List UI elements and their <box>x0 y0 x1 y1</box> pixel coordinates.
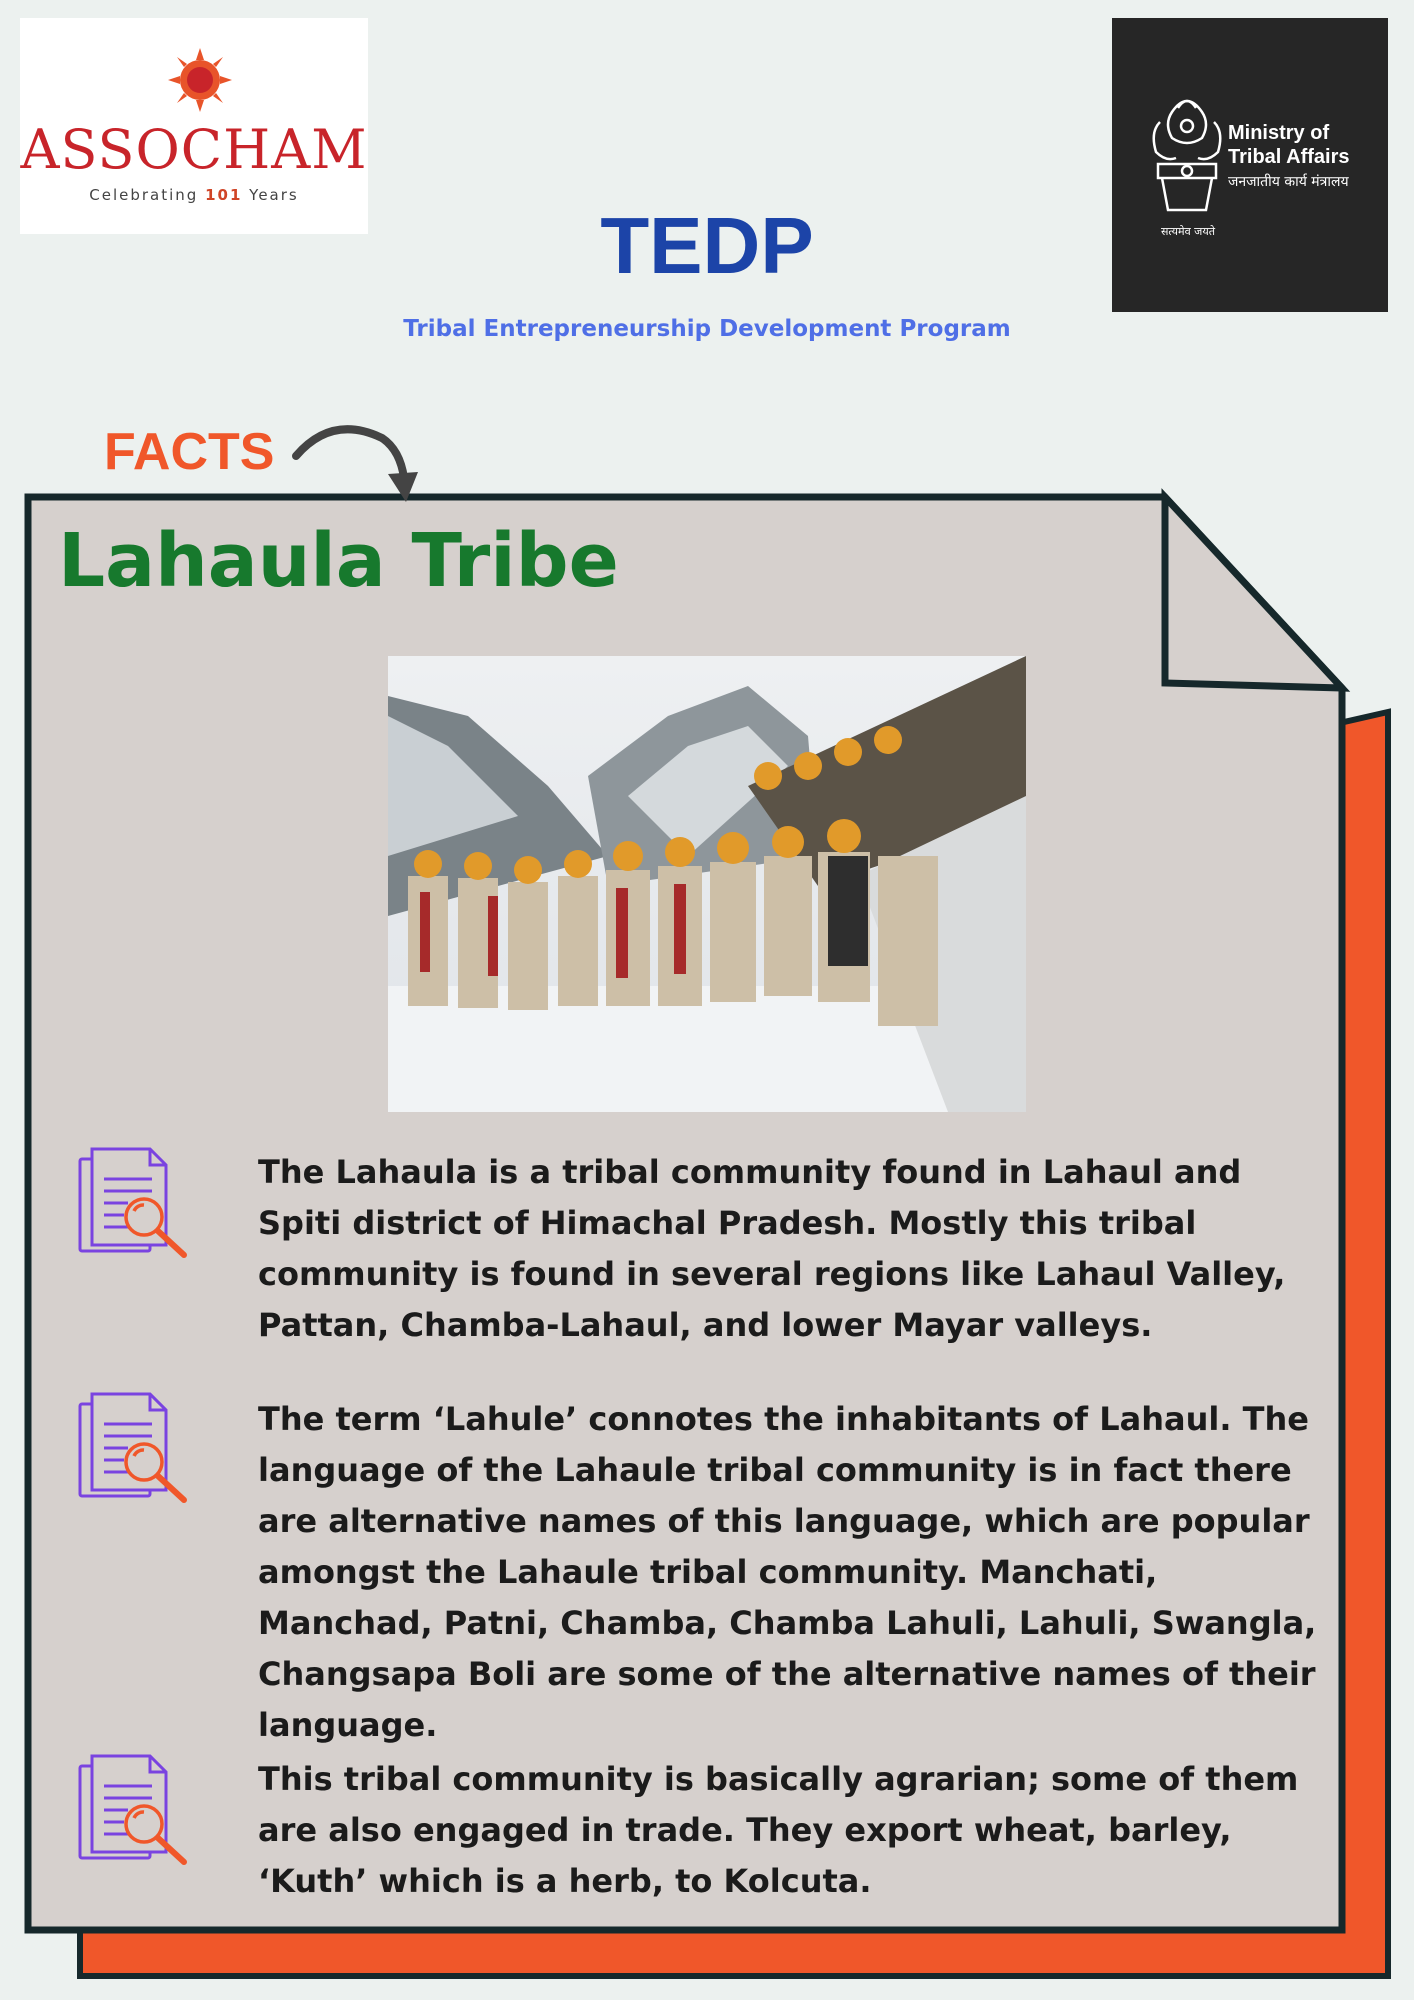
tribe-photo <box>388 656 1026 1112</box>
assocham-brand: ASSOCHAM <box>20 118 368 181</box>
ministry-line1: Ministry of <box>1228 122 1330 144</box>
tagline-number: 101 <box>205 186 243 204</box>
document-search-icon <box>74 1752 194 1876</box>
fact-1-text: The Lahaula is a tribal community found in Lahaul and Spiti district of Himachal Pradesh. Mostly this tribal community is found in several regions like Lahaul Valley, Pattan, Chamba-Lahaul, and lower Mayar valleys. <box>258 1153 1286 1344</box>
document-search-icon <box>74 1390 194 1514</box>
tribe-title: Lahaula Tribe <box>58 518 619 604</box>
fact-2-text: The term ‘Lahule’ connotes the inhabitants of Lahaul. The language of the Lahaule tribal community is in fact there are alternative names of this language, which are popular amongst the Lahaule tribal community. Manchati, Manchad, Patni, Chamba, Chamba Lahuli, Lahuli, Swangla, Changsapa Boli are some of the alternative names of their language. <box>258 1400 1317 1744</box>
ministry-line2: Tribal Affairs <box>1228 146 1350 168</box>
curved-arrow-icon <box>292 418 420 510</box>
ministry-hindi: जनजातीय कार्य मंत्रालय <box>1228 174 1349 190</box>
ministry-motto: सत्यमेव जयते <box>1160 225 1215 238</box>
page-title: TEDP <box>600 201 814 290</box>
card-folded-corner <box>1165 497 1342 688</box>
sun-icon <box>168 48 232 112</box>
fact-3-text: This tribal community is basically agrarian; some of them are also engaged in trade. They export wheat, barley, ‘Kuth’ which is a herb, to Kolcuta. <box>258 1760 1299 1900</box>
page-subtitle: Tribal Entrepreneurship Development Program <box>403 316 1011 342</box>
document-search-icon <box>74 1145 194 1269</box>
tagline-prefix: Celebrating <box>89 186 206 204</box>
facts-label: FACTS <box>104 423 275 481</box>
tagline-suffix: Years <box>242 186 299 204</box>
